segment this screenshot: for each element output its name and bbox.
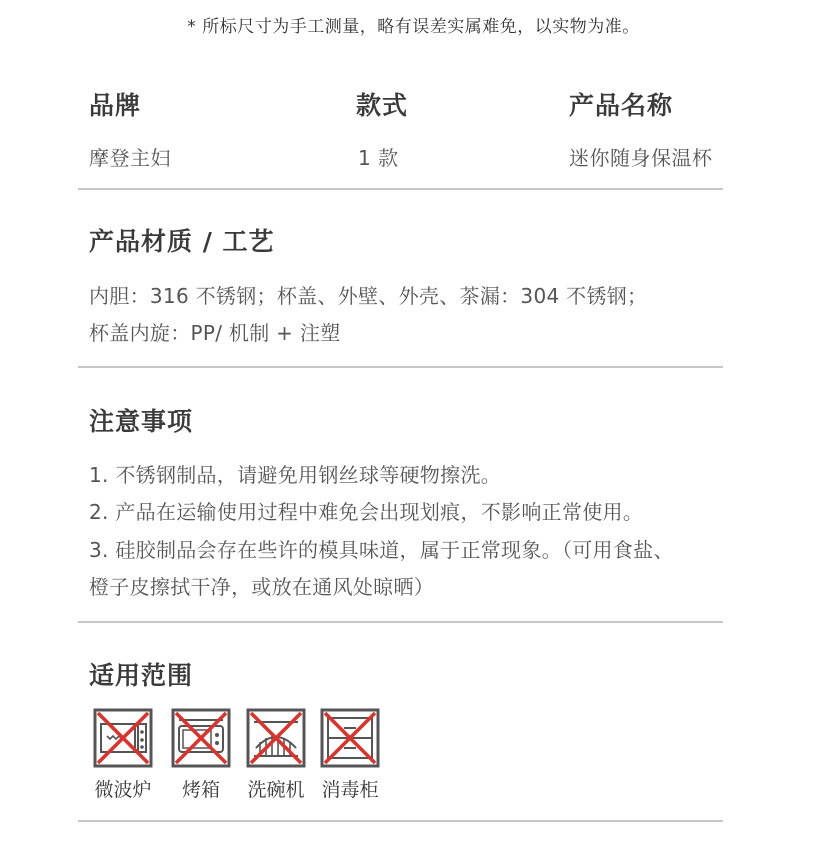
notes-line: 橙子皮擦拭干净，或放在通风处晾晒） [89, 575, 435, 599]
divider [78, 820, 723, 822]
usage-label: 消毒柜 [321, 779, 379, 801]
material-line: 内胆：316 不锈钢；杯盖、外壁、外壳、茶漏：304 不锈钢； [89, 284, 648, 308]
product-name-value: 迷你随身保温杯 [569, 146, 713, 170]
notes-line: 2. 产品在运输使用过程中难免会出现划痕，不影响正常使用。 [89, 500, 644, 524]
dishwasher-icon [246, 708, 306, 768]
usage-label: 洗碗机 [247, 779, 305, 801]
usage-label: 烤箱 [181, 779, 220, 801]
divider [78, 188, 723, 190]
brand-value: 摩登主妇 [89, 146, 171, 170]
usage-title: 适用范围 [89, 661, 194, 690]
sterilizer-icon [320, 708, 380, 768]
brand-label: 品牌 [89, 91, 142, 120]
notes-title: 注意事项 [89, 407, 194, 436]
divider [78, 621, 723, 623]
product-name-label: 产品名称 [569, 91, 674, 120]
usage-label: 微波炉 [94, 779, 152, 801]
material-title: 产品材质 / 工艺 [89, 227, 275, 256]
style-label: 款式 [356, 91, 409, 120]
measurement-note: * 所标尺寸为手工测量，略有误差实属难免，以实物为准。 [187, 17, 640, 37]
notes-line: 3. 硅胶制品会存在些许的模具味道，属于正常现象。（可用食盐、 [89, 538, 674, 562]
oven-icon [171, 708, 231, 768]
notes-line: 1. 不锈钢制品，请避免用钢丝球等硬物擦洗。 [89, 463, 502, 487]
divider [78, 366, 723, 368]
style-value: 1 款 [358, 146, 399, 170]
material-line: 杯盖内旋：PP/ 机制 + 注塑 [89, 321, 341, 345]
microwave-icon [93, 708, 153, 768]
